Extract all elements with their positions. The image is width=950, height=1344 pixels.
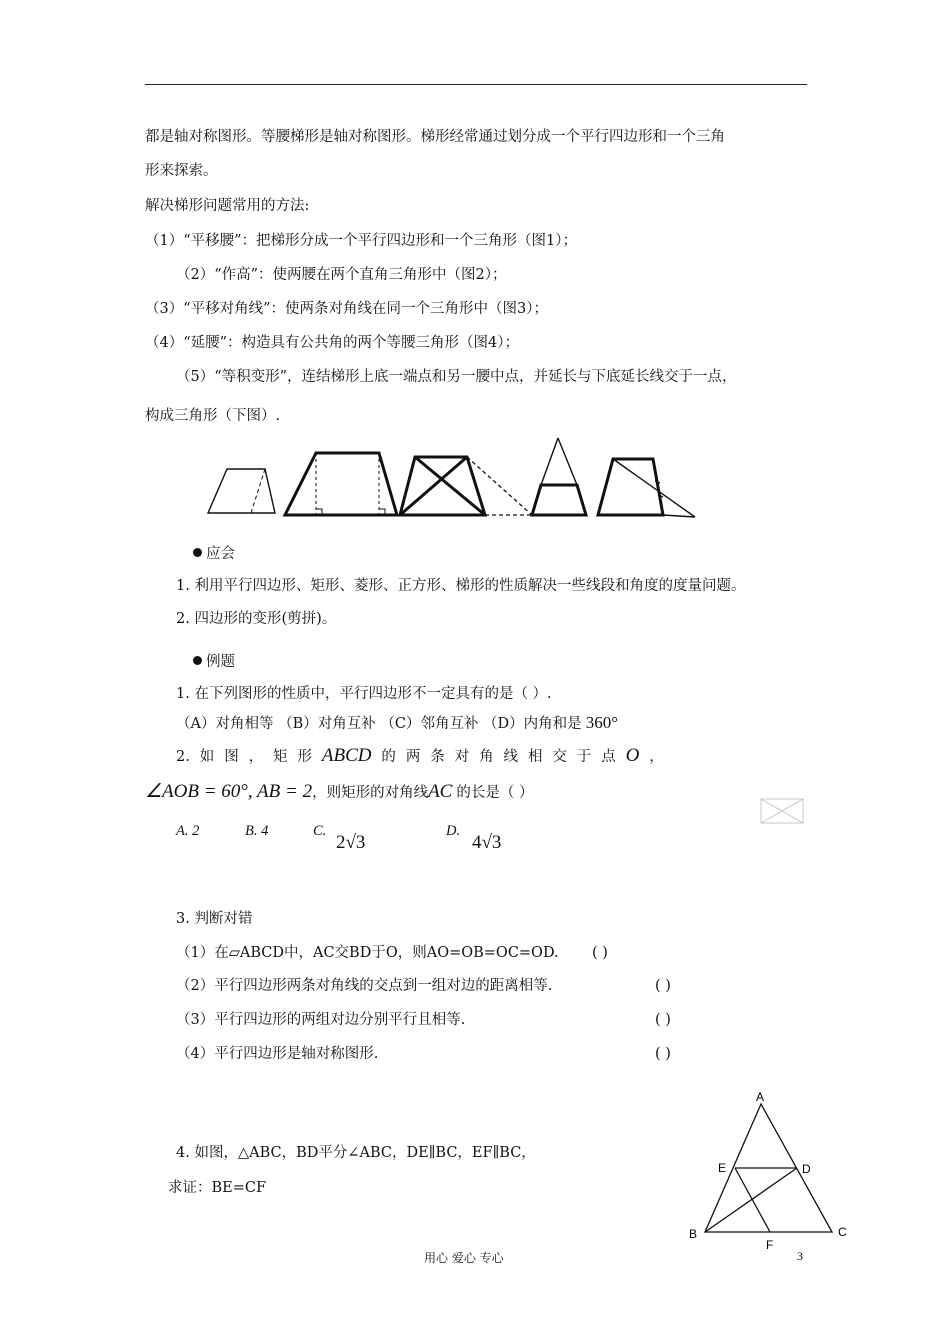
- method-1: （1）“平移腰”：把梯形分成一个平行四边形和一个三角形（图1）；: [145, 233, 578, 249]
- q2-option-c-value: 2√3: [336, 832, 366, 853]
- method-3: （3）“平移对角线”：使两条对角线在同一个三角形中（图3）；: [145, 301, 549, 317]
- q1-options: （A）对角相等 （B）对角互补 （C）邻角互补 （D）内角和是 360°: [176, 713, 618, 732]
- figure-translate-leg: [208, 469, 275, 513]
- triangle-label-d: D: [802, 1162, 811, 1176]
- q2-line-1: 2. 如 图 ， 矩 形 ABCD 的 两 条 对 角 线 相 交 于 点 O ，: [176, 745, 664, 766]
- q3-heading: 3. 判断对错: [176, 911, 253, 927]
- rectangle-figure: [757, 793, 807, 829]
- triangle-label-e: E: [718, 1161, 727, 1175]
- q2-option-d-value: 4√3: [472, 832, 502, 853]
- figure-extend-legs: [532, 438, 586, 515]
- q2-condition: ∠AOB = 60°, AB = 2: [145, 781, 313, 802]
- examples-heading: 例题: [193, 653, 235, 671]
- q3-item-3: （3）平行四边形的两组对边分别平行且相等.: [176, 1012, 466, 1028]
- intro-line-1: 都是轴对称图形。等腰梯形是轴对称图形。梯形经常通过划分成一个平行四边形和一个三角: [145, 129, 725, 145]
- q1-degree: 360°: [585, 713, 618, 732]
- triangle-label-f: F: [766, 1238, 774, 1252]
- q2-abcd: ABCD: [321, 745, 372, 766]
- q2-point-o: O: [625, 745, 640, 766]
- q4-line-2: 求证：BE=CF: [168, 1180, 267, 1196]
- q1-stem: 1. 在下列图形的性质中，平行四边形不一定具有的是（ ）.: [176, 686, 552, 702]
- figure-equal-area: [598, 459, 695, 517]
- method-2: （2）“作高”：使两腰在两个直角三角形中（图2）；: [176, 267, 507, 283]
- trapezoid-figures: [205, 435, 700, 520]
- should-know-item-2: 2. 四边形的变形(剪拼)。: [176, 611, 337, 627]
- q4-line-1: 4. 如图，△ABC，BD平分∠ABC，DE∥BC，EF∥BC，: [176, 1145, 536, 1161]
- footer-motto: 用心 爱心 专心: [424, 1251, 504, 1265]
- triangle-label-a: A: [756, 1090, 765, 1104]
- page-number: 3: [797, 1249, 803, 1263]
- q2-ac: AC: [428, 781, 453, 802]
- q2-option-a: A. 2: [176, 823, 200, 839]
- header-rule: [145, 84, 807, 85]
- method-5-line-2: 构成三角形（下图）.: [145, 408, 281, 424]
- q2-option-b: B. 4: [245, 823, 269, 839]
- method-4: （4）“延腰”：构造具有公共角的两个等腰三角形（图4）；: [145, 335, 520, 351]
- figure-translate-diagonal: [400, 457, 532, 515]
- bullet-icon: [193, 656, 202, 665]
- should-know-item-1: 1. 利用平行四边形、矩形、菱形、正方形、梯形的性质解决一些线段和角度的度量问题。: [176, 578, 746, 594]
- q3-item-4: （4）平行四边形是轴对称图形.: [176, 1046, 379, 1062]
- q3-item-2-bracket: ( ): [655, 978, 671, 994]
- q2-option-d-label: D.: [446, 823, 461, 839]
- intro-line-2: 形来探索。: [145, 163, 218, 179]
- figure-draw-height: [285, 453, 397, 515]
- triangle-figure: [680, 1088, 860, 1258]
- q3-item-1-bracket: ( ): [592, 945, 608, 961]
- q3-item-3-bracket: ( ): [655, 1012, 671, 1028]
- q2-line-2: ∠AOB = 60°, AB = 2，则矩形的对角线AC 的长是（ ）: [145, 781, 534, 802]
- q2-option-c-label: C.: [313, 823, 327, 839]
- q3-item-2: （2）平行四边形两条对角线的交点到一组对边的距离相等.: [176, 978, 553, 994]
- triangle-label-b: B: [689, 1227, 698, 1241]
- methods-heading: 解决梯形问题常用的方法:: [145, 198, 310, 214]
- bullet-icon: [193, 548, 202, 557]
- should-know-heading: 应会: [193, 545, 235, 563]
- method-5-line-1: （5）“等积变形”，连结梯形上底一端点和另一腰中点，并延长与下底延长线交于一点，: [176, 369, 737, 385]
- triangle-label-c: C: [838, 1225, 847, 1239]
- q3-item-1: （1）在▱ABCD中，AC交BD于O，则AO=OB=OC=OD.: [176, 945, 559, 961]
- q3-item-4-bracket: ( ): [655, 1046, 671, 1062]
